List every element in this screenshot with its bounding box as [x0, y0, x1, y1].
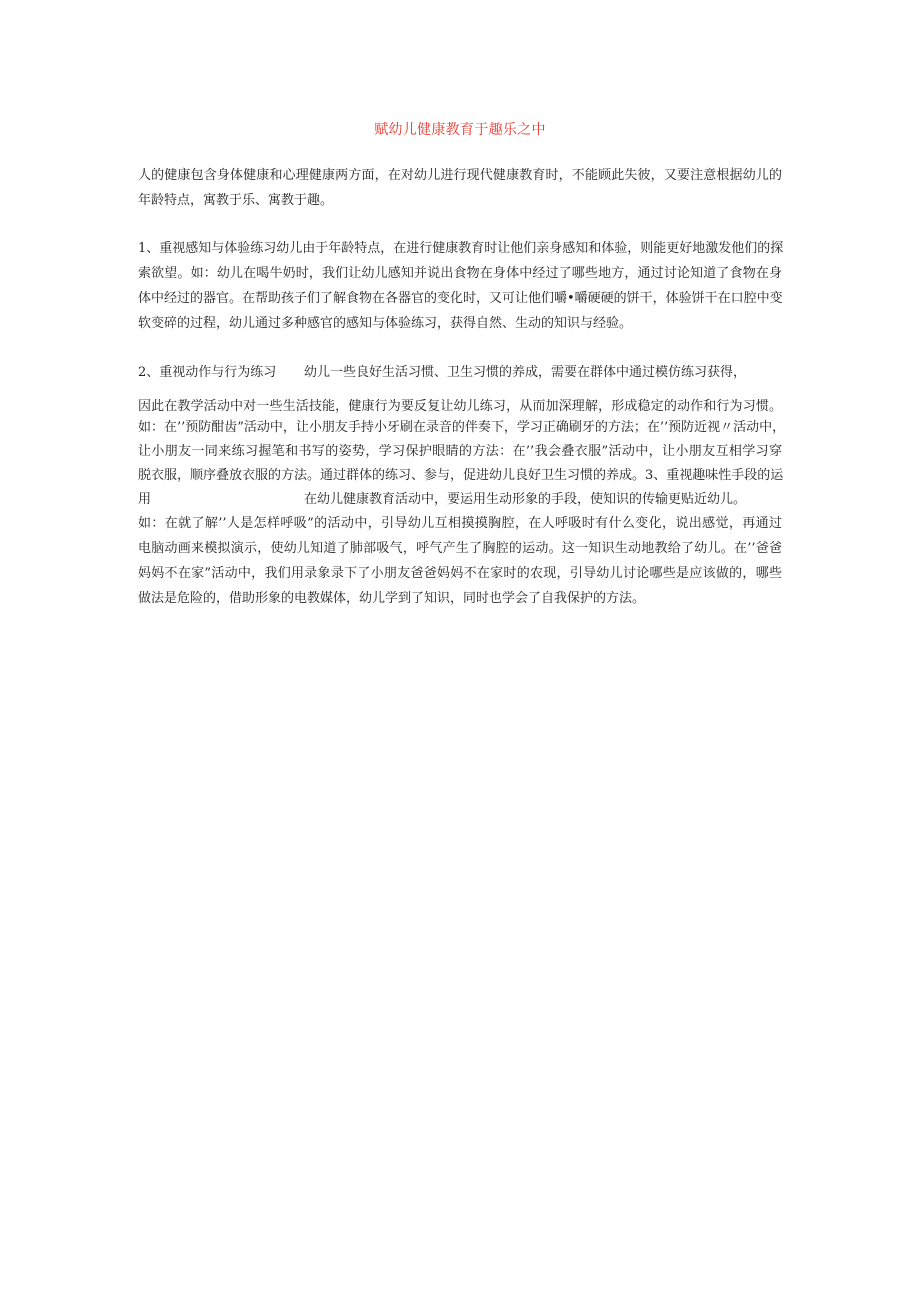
section2-line-2: 如：在’’预防酣齿”活动中，让小朋友手持小牙刷在录音的伴奏下，学习正确刷牙的方法；在’’预防近视〃活动中， [138, 420, 786, 435]
section2-heading: 2、重视动作与行为练习 [138, 365, 277, 380]
section1-line-1: 1、重视感知与体验练习幼儿由于年龄特点，在进行健康教育时让他们亲身感知和体验，则能更好地激发他们的探 [138, 241, 784, 256]
section3-heading-tail: 用 [138, 492, 152, 507]
section2-line-4: 脱衣服，顺序叠放衣服的方法。通过群体的练习、参与，促进幼儿良好卫生习惯的养成。3、重视趣味性手段的运 [138, 468, 784, 483]
section3-heading-continuation: 在幼儿健康教育活动中，要运用生动形象的手段，使知识的传输更贴近幼儿。 [304, 492, 747, 507]
section1-line-2: 索欲望。如：幼儿在喝牛奶时，我们让幼儿感知并说出食物在身体中经过了哪些地方，通过讨论知道了食物在身 [138, 266, 782, 281]
section3-line-2: 电脑动画来模拟演示，使幼儿知道了肺部吸气，呼气产生了胸腔的运动。这一知识生动地教给了幼儿。在’’爸爸 [138, 541, 782, 556]
intro-line-2: 年龄特点，寓教于乐、寓教于趣。 [138, 193, 334, 208]
section1-line-4: 软变碎的过程，幼儿通过多种感官的感知与体验练习，获得自然、生动的知识与经验。 [138, 316, 633, 331]
section3-line-1: 如：在就了解’’人是怎样呼吸”的活动中，引导幼儿互相摸摸胸腔，在人呼吸时有什么变化，说出感觉，再通过 [138, 516, 782, 531]
section1-line-3: 体中经过的器官。在帮助孩子们了解食物在各器官的变化时，又可让他们嚼•嚼硬硬的饼干，体验饼干在口腔中变 [138, 291, 783, 306]
section2-line-3: 让小朋友一同来练习握笔和书写的姿势，学习保护眼睛的方法：在’’我会叠衣服”活动中，让小朋友互相学习穿 [138, 444, 782, 459]
section3-line-3: 妈妈不在家”活动中，我们用录象录下了小朋友爸爸妈妈不在家时的农现，引导幼儿讨论哪些是应该做的，哪些 [138, 566, 782, 581]
section3-line-4: 做法是危险的，借助形象的电教媒体，幼儿学到了知识，同时也学会了自我保护的方法。 [138, 591, 646, 606]
section2-line-1: 因此在教学活动中对一些生活技能，健康行为要反复让幼儿练习，从而加深理解，形成稳定的动作和行为习惯。 [138, 399, 782, 414]
section2-heading-continuation: 幼儿一些良好生活习惯、卫生习惯的养成，需要在群体中通过模仿练习获得， [304, 365, 747, 380]
document-title: 赋幼儿健康教育于趣乐之中 [374, 122, 546, 138]
intro-line-1: 人的健康包含身体健康和心理健康两方面，在对幼儿进行现代健康教育时，不能顾此失彼，又要注意根据幼儿的 [138, 168, 782, 183]
